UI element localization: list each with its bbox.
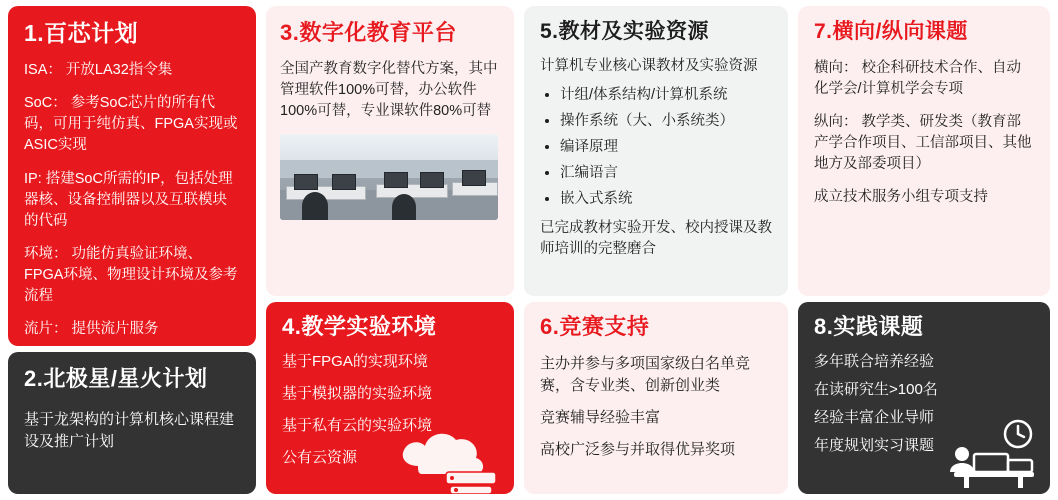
- card-lead: 计算机专业核心课教材及实验资源: [540, 58, 758, 75]
- card-line: 基于模拟器的实验环境: [282, 385, 433, 403]
- card-polaris-spark-plan: [8, 352, 256, 494]
- card-line: 年度规划实习课题: [814, 436, 935, 454]
- card-baixin-plan: [8, 6, 256, 346]
- card-title: 3.数字化教育平台: [280, 20, 457, 45]
- card-line: IP: 搭建SoC所需的IP，包括处理器核、设备控制器以及互联模块的代码: [24, 170, 233, 229]
- card-line: 成立技术服务小组专项支持: [814, 189, 988, 206]
- card-line: 在读研究生>100名: [814, 381, 938, 399]
- card-title: 7.横向/纵向课题: [814, 20, 968, 43]
- card-body: [540, 353, 772, 460]
- card-digital-education-platform: [266, 6, 514, 296]
- card-line: 基于私有云的实验环境: [282, 416, 433, 434]
- card-textbook-lab-resources: [524, 6, 788, 296]
- desk-clock-icon: [946, 416, 1042, 490]
- card-line: 横向： 校企科研技术合作、自动化学会/计算机学会专项: [814, 60, 1022, 98]
- card-title: 5.教材及实验资源: [540, 20, 710, 43]
- card-line: 经验丰富企业导师: [814, 408, 935, 426]
- card-title: 6.竞赛支持: [540, 314, 650, 339]
- card-line: 多年联合培养经验: [814, 353, 935, 371]
- list-item: • 编译原理: [560, 137, 772, 158]
- card-body: [814, 58, 1034, 208]
- card-line: 基于龙架构的计算机核心课程建设及推广计划: [24, 411, 235, 451]
- card-line: 高校广泛参与并取得优异奖项: [540, 440, 736, 458]
- card-horizontal-vertical-projects: [798, 6, 1050, 296]
- card-practice-projects: [798, 302, 1050, 494]
- card-body: [540, 56, 772, 260]
- card-title: 4.教学实验环境: [282, 314, 437, 339]
- resource-list: [540, 85, 772, 210]
- list-item: • 嵌入式系统: [560, 189, 772, 210]
- card-body: [24, 409, 240, 453]
- card-title: 2.北极星/星火计划: [24, 366, 208, 391]
- card-tail: 已完成教材实验开发、校内授课及教师培训的完整磨合: [540, 220, 772, 258]
- card-line: 主办并参与多项国家级白名单竞赛，含专业类、创新创业类: [540, 355, 751, 395]
- card-line: 基于FPGA的实现环境: [282, 353, 428, 371]
- card-line: 纵向： 教学类、研发类（教育部产学合作项目、工信部项目、其他地方及部委项目）: [814, 114, 1032, 173]
- card-line: 全国产教育数字化替代方案，其中管理软件100%可替，办公软件100%可替，专业课软件80%可替: [280, 61, 498, 120]
- card-line: 竞赛辅导经验丰富: [540, 408, 661, 426]
- list-item: • 汇编语言: [560, 163, 772, 184]
- computer-lab-photo: [280, 134, 498, 220]
- card-body: [280, 59, 500, 122]
- card-line: SoC： 参考SoC芯片的所有代码，可用于纯仿真、FPGA实现或ASIC实现: [24, 95, 238, 154]
- card-competition-support: [524, 302, 788, 494]
- card-line: 环境： 功能仿真验证环境、FPGA环境、物理设计环境及参考流程: [24, 245, 238, 304]
- cloud-server-icon: [388, 422, 508, 494]
- card-title: 8.实践课题: [814, 314, 924, 339]
- card-teaching-lab-environment: [266, 302, 514, 494]
- card-line: 公有云资源: [282, 448, 358, 466]
- card-title: 1.百芯计划: [24, 20, 139, 46]
- card-line: ISA： 开放LA32指令集: [24, 62, 173, 79]
- list-item: • 计组/体系结构/计算机系统: [560, 85, 772, 106]
- list-item: • 操作系统（大、小系统类）: [560, 111, 772, 132]
- card-line: 流片： 提供流片服务: [24, 320, 159, 337]
- card-body: [24, 60, 240, 339]
